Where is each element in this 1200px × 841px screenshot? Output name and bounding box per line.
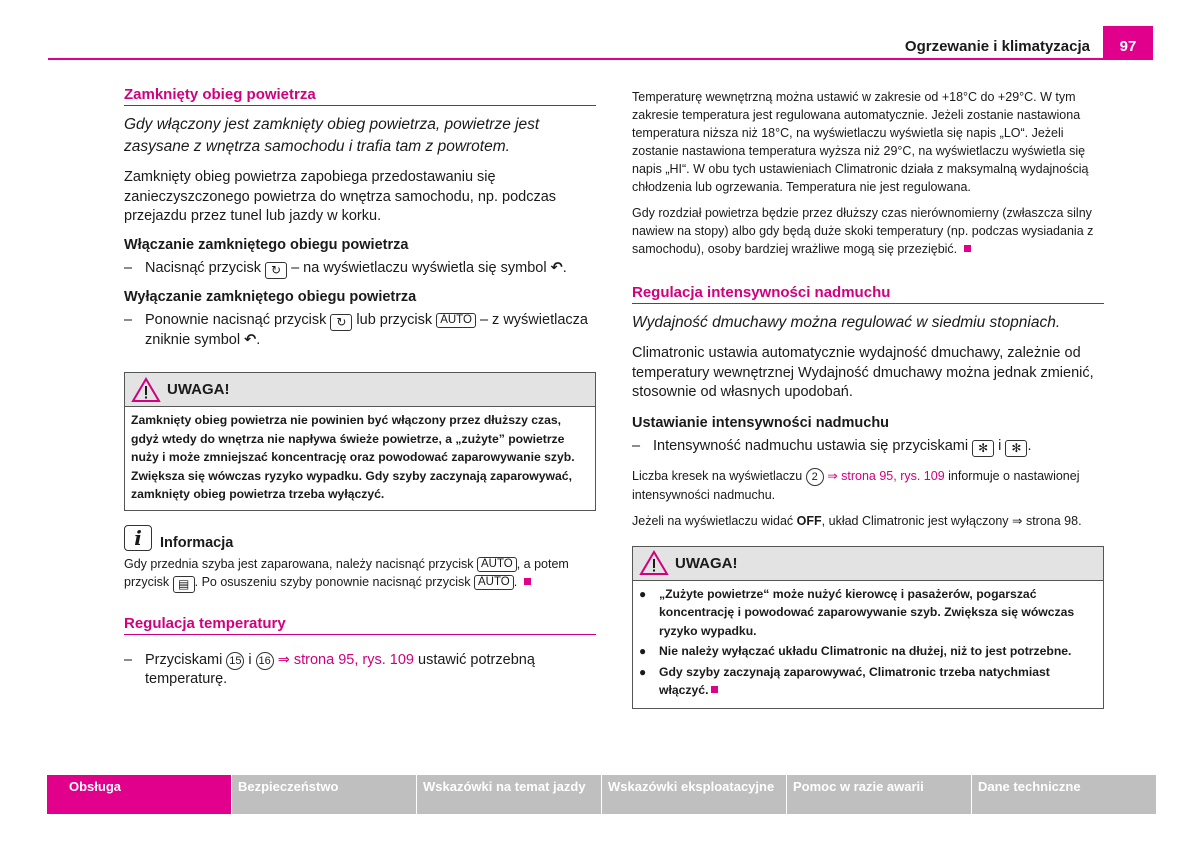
step-text (145, 259, 567, 279)
section-end-mark (964, 245, 971, 252)
warning-title: UWAGA! (167, 381, 230, 398)
step-text-part: . (256, 331, 261, 348)
warning-item-text: Nie należy wyłączać układu Climatronic na dłużej, niż to jest potrzebne. (659, 644, 1072, 658)
auto-key: AUTO (436, 313, 476, 328)
body-paragraph: Climatronic ustawia automatycznie wydajność dmuchawy, zależnie od temperatury wewnętrznej Wydajność dmuchawy można jednak zmienić, stosownie od własnych upodobań. (632, 345, 1094, 400)
tab-wskazowki-eksploatacyjne[interactable]: Wskazówki eksploatacyjne (602, 775, 786, 814)
bullet-icon: ● (639, 586, 647, 601)
warning-item (639, 585, 1097, 641)
auto-key: AUTO (477, 557, 517, 572)
callout-number: 16 (256, 652, 274, 670)
paragraph-text: , układ Climatronic jest wyłączony ⇒ strona 98. (821, 513, 1082, 528)
warning-box (124, 372, 596, 511)
recirculation-symbol-icon: ↶ (244, 331, 257, 348)
step-text-part: i (998, 437, 1002, 454)
header-rule (48, 58, 1153, 60)
tab-bezpieczenstwo[interactable]: Bezpieczeństwo (232, 775, 416, 814)
info-title: Informacja (160, 534, 234, 551)
right-column (632, 88, 1104, 723)
paragraph-text: Jeżeli na wyświetlaczu widać (632, 513, 794, 528)
callout-number: 2 (806, 468, 824, 486)
step-text-part: – na wyświetlaczu wyświetla się symbol (291, 259, 547, 276)
warning-list (633, 581, 1103, 708)
auto-key: AUTO (474, 575, 514, 590)
step-text-part: Ponownie nacisnąć przycisk (145, 311, 327, 328)
left-column (124, 86, 596, 700)
step-text-part: . (1027, 437, 1032, 454)
subheading-blower-set: Ustawianie intensywności nadmuchu (632, 414, 890, 431)
step-blower (632, 437, 1104, 457)
warning-item (639, 663, 1097, 700)
tab-wskazowki-jazdy[interactable]: Wskazówki na temat jazdy (417, 775, 601, 814)
section-heading-blower: Regulacja intensywności nadmuchu (632, 284, 1104, 304)
air-distribution-paragraph (632, 204, 1104, 258)
bullet-icon: ● (639, 644, 647, 658)
section-heading-recirculation: Zamknięty obieg powietrza (124, 86, 596, 106)
warning-header (125, 373, 595, 407)
step-text-part: Nacisnąć przycisk (145, 259, 262, 276)
lead-paragraph: Gdy włączony jest zamknięty obieg powietrza, powietrze jest zasysane z wnętrza samochodu i trafia tam z powrotem. (124, 116, 540, 155)
step-recirc-on (124, 259, 596, 279)
off-label: OFF (796, 513, 822, 528)
warning-text: Zamknięty obieg powietrza nie powinien być włączony przez dłuższy czas, gdyż wtedy do wnętrza nie napływa świeże powietrze, a „zużyte” powietrze nuży i może zmniejszać koncentrację oraz powodować zaparowywanie szyb. Zwiększa się wówczas ryzyko wypadku. Gdy szyby zaczynają zaparowywać, zamknięty obieg powietrza trzeba wyłączyć. (131, 413, 575, 501)
step-text (145, 651, 596, 690)
warning-title: UWAGA! (675, 554, 738, 572)
off-paragraph (632, 512, 1104, 530)
step-text-part: . (562, 259, 567, 276)
warning-item (639, 642, 1097, 661)
recirculation-symbol-icon: ↶ (550, 259, 563, 276)
warning-header (633, 547, 1103, 581)
info-text (124, 555, 596, 593)
section-end-mark (711, 686, 718, 693)
body-paragraph: Zamknięty obieg powietrza zapobiega przedostawaniu się zanieczyszczonego powietrza do wnętrza samochodu, np. podczas przejazdu przez tunel lub jazdy w korku. (124, 169, 557, 224)
footer-nav (47, 775, 1157, 814)
paragraph-text: Gdy rozdział powietrza będzie przez dłuższy czas nierównomierny (zwłaszcza silny nawiew na stopy) albo gdy będą duże skoki temperatury (np. podczas wysiadania z samochodu), osoby bardziej wrażliwe mogą się przeziębić. (632, 206, 1094, 256)
step-text (653, 437, 1031, 457)
section-end-mark (524, 578, 531, 585)
info-header (124, 525, 596, 551)
fan-bars-paragraph (632, 467, 1104, 504)
warning-triangle-icon (131, 377, 161, 403)
fan-up-button-icon: ✻ (1005, 440, 1027, 457)
step-dash: – (632, 437, 641, 454)
step-text-part: Intensywność nadmuchu ustawia się przyciskami (653, 437, 969, 454)
temperature-range-paragraph: Temperaturę wewnętrzną można ustawić w zakresie od +18°C do +29°C. W tym zakresie temperatura jest regulowana automatycznie. Jeżeli zostanie nastawiona temperatura niższa niż 18°C, na wyświetlaczu wyświetla się napis „LO“. Jeżeli zostanie nastawiona temperatura wyższa niż 29°C, na wyświetlaczu wyświetla się napis „HI“. W obu tych ustawieniach Climatronic działa z maksymalną wydajnością chłodzenia lub ogrzewania. Temperatura nie jest regulowana. (632, 90, 1089, 194)
recirculation-button-icon: ↻ (265, 262, 287, 279)
tab-obsluga[interactable]: Obsługa (47, 775, 231, 814)
chapter-title: Ogrzewanie i klimatyzacja (904, 38, 1090, 55)
info-text-part: . (513, 574, 518, 589)
step-text-part: lub przycisk (356, 311, 433, 328)
page-reference-link[interactable]: ⇒ strona 95, rys. 109 (277, 651, 414, 668)
subheading-recirc-off: Wyłączanie zamkniętego obiegu powietrza (124, 288, 417, 305)
step-text (145, 311, 596, 351)
tab-dane-techniczne[interactable]: Dane techniczne (972, 775, 1156, 814)
step-dash: – (124, 651, 133, 668)
fan-down-button-icon: ✻ (972, 440, 994, 457)
step-recirc-off (124, 311, 596, 351)
warning-item-text (659, 663, 1097, 700)
info-icon: i (124, 525, 152, 551)
defrost-button-icon: ▤ (173, 576, 195, 593)
step-text-part: i (248, 651, 252, 668)
tab-pomoc-awarii[interactable]: Pomoc w razie awarii (787, 775, 971, 814)
recirculation-button-icon: ↻ (330, 314, 352, 331)
section-heading-temperature: Regulacja temperatury (124, 615, 596, 635)
subheading-recirc-on: Włączanie zamkniętego obiegu powietrza (124, 236, 409, 253)
warning-item-text-part: Gdy szyby zaczynają zaparowywać, Climatronic trzeba natychmiast włączyć. (659, 664, 1050, 697)
lead-paragraph: Wydajność dmuchawy można regulować w siedmiu stopniach. (632, 314, 1061, 331)
step-text-part: ustawić potrzebną temperaturę. (145, 651, 535, 687)
bullet-icon: ● (639, 664, 647, 679)
step-dash: – (124, 259, 133, 276)
callout-number: 15 (226, 652, 244, 670)
info-text-part: . Po osuszeniu szyby ponownie nacisnąć przycisk (194, 574, 471, 589)
info-text-part: Gdy przednia szyba jest zaparowana, należy nacisnąć przycisk (124, 556, 474, 571)
step-dash: – (124, 311, 133, 328)
warning-triangle-icon (639, 550, 669, 576)
paragraph-text: Liczba kresek na wyświetlaczu (632, 468, 803, 483)
page-number: 97 (1103, 26, 1153, 60)
warning-item-text: „Zużyte powietrze“ może nużyć kierowcę i pasażerów, pogarszać koncentrację i powodować zaparowywanie szyb. Zwiększa się wówczas ryzyko wypadku. (659, 586, 1075, 638)
warning-box (632, 546, 1104, 709)
step-temperature (124, 651, 596, 690)
page-reference-link[interactable]: ⇒ strona 95, rys. 109 (827, 468, 945, 483)
step-text-part: Przyciskami (145, 651, 223, 668)
info-text-part: , a potem przycisk (124, 556, 569, 589)
step-text-part: – z wyświetlacza zniknie symbol (145, 311, 588, 348)
paragraph-text: informuje o nastawionej intensywności nadmuchu. (632, 468, 1080, 502)
